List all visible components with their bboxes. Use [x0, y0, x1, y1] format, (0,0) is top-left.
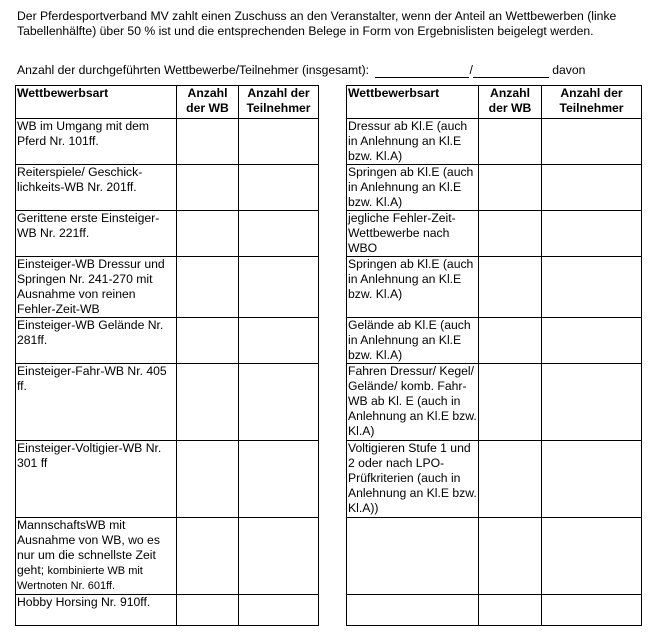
- right-table: [346, 85, 642, 626]
- count-wb-cell[interactable]: [479, 211, 542, 257]
- table-row-label: Springen ab Kl.E (auch in Anlehnung an Kl.E bzw. Kl.A): [347, 257, 479, 318]
- total-competitions-field[interactable]: [375, 66, 469, 78]
- header-type: Wettbewerbsart: [347, 86, 479, 119]
- table-row-label: Einsteiger-WB Dressur und Springen Nr. 241-270 mit Ausnahme von reinen Fehler-Zeit-WB: [16, 257, 177, 318]
- count-participants-cell[interactable]: [542, 257, 642, 318]
- count-participants-cell[interactable]: [239, 257, 319, 318]
- count-wb-cell[interactable]: [479, 165, 542, 211]
- header-count-participants: Anzahl der Teilnehmer: [542, 86, 642, 119]
- table-row-label: Reiterspiele/ Geschick-lichkeits-WB Nr. 201ff.: [16, 165, 177, 211]
- count-wb-cell[interactable]: [479, 257, 542, 318]
- count-wb-cell[interactable]: [177, 441, 239, 518]
- count-participants-cell[interactable]: [542, 518, 642, 595]
- count-wb-cell[interactable]: [177, 595, 239, 626]
- table-row-label: Fahren Dressur/ Kegel/ Gelände/ komb. Fahr-WB ab Kl. E (auch in Anlehnung an Kl.E bzw. Kl.A): [347, 364, 479, 441]
- table-row-label: Einsteiger-WB Gelände Nr. 281ff.: [16, 318, 177, 364]
- table-row-label: [347, 595, 479, 626]
- count-wb-cell[interactable]: [177, 165, 239, 211]
- count-participants-cell[interactable]: [239, 364, 319, 441]
- count-wb-cell[interactable]: [479, 364, 542, 441]
- count-participants-cell[interactable]: [542, 211, 642, 257]
- table-row-label: Einsteiger-Voltigier-WB Nr. 301 ff: [16, 441, 177, 518]
- count-wb-cell[interactable]: [177, 518, 239, 595]
- count-wb-cell[interactable]: [479, 119, 542, 165]
- header-count-wb: Anzahl der WB: [177, 86, 239, 119]
- table-row-label: [16, 518, 177, 595]
- count-wb-cell[interactable]: [177, 364, 239, 441]
- count-participants-cell[interactable]: [542, 318, 642, 364]
- count-participants-cell[interactable]: [542, 119, 642, 165]
- count-wb-cell[interactable]: [177, 257, 239, 318]
- total-participants-field[interactable]: [473, 66, 549, 78]
- row-label-main: MannschaftsWB mit Ausnahme von WB, wo es nur um die schnellste Zeit geht;: [17, 518, 160, 577]
- header-count-wb: Anzahl der WB: [479, 86, 542, 119]
- count-participants-cell[interactable]: [239, 318, 319, 364]
- count-participants-cell[interactable]: [542, 595, 642, 626]
- table-row-label: WB im Umgang mit dem Pferd Nr. 101ff.: [16, 119, 177, 165]
- table-row-label: [347, 518, 479, 595]
- count-participants-cell[interactable]: [239, 441, 319, 518]
- count-participants-cell[interactable]: [239, 595, 319, 626]
- count-wb-cell[interactable]: [177, 119, 239, 165]
- table-row-label: Einsteiger-Fahr-WB Nr. 405 ff.: [16, 364, 177, 441]
- count-participants-cell[interactable]: [239, 119, 319, 165]
- table-row-label: Hobby Horsing Nr. 910ff.: [16, 595, 177, 626]
- table-row-label: Dressur ab Kl.E (auch in Anlehnung an Kl.E bzw. Kl.A): [347, 119, 479, 165]
- row-label-note: kombinierte WB mit Wertnoten Nr. 601ff.: [17, 565, 143, 592]
- count-wb-cell[interactable]: [479, 441, 542, 518]
- count-wb-cell[interactable]: [479, 318, 542, 364]
- table-row-label: jegliche Fehler-Zeit-Wettbewerbe nach WBO: [347, 211, 479, 257]
- count-wb-cell[interactable]: [479, 518, 542, 595]
- count-wb-cell[interactable]: [177, 211, 239, 257]
- intro-paragraph: Der Pferdesportverband MV zahlt einen Zuschuss an den Veranstalter, wenn der Anteil an Wettbewerben (linke Tabellenhälfte) über 50 % ist und die entsprechenden Belege in Form von Ergebnislisten beigelegt werden.: [17, 9, 617, 38]
- count-participants-cell[interactable]: [542, 165, 642, 211]
- count-participants-cell[interactable]: [239, 211, 319, 257]
- table-row-label: Voltigieren Stufe 1 und 2 oder nach LPO-Prüfkriterien (auch in Anlehnung an Kl.E bzw. Kl.A)): [347, 441, 479, 518]
- count-label: Anzahl der durchgeführten Wettbewerbe/Teilnehmer (insgesamt):: [17, 63, 370, 77]
- count-line: [17, 63, 585, 78]
- header-type: Wettbewerbsart: [16, 86, 177, 119]
- table-row-label: Gelände ab Kl.E (auch in Anlehnung an Kl.E bzw. Kl.A): [347, 318, 479, 364]
- left-table: [15, 85, 319, 626]
- count-wb-cell[interactable]: [177, 318, 239, 364]
- table-row-label: Gerittene erste Einsteiger-WB Nr. 221ff.: [16, 211, 177, 257]
- count-participants-cell[interactable]: [239, 518, 319, 595]
- count-suffix: davon: [552, 63, 586, 77]
- count-participants-cell[interactable]: [239, 165, 319, 211]
- count-wb-cell[interactable]: [479, 595, 542, 626]
- header-count-participants: Anzahl der Teilnehmer: [239, 86, 319, 119]
- table-row-label: Springen ab Kl.E (auch in Anlehnung an Kl.E bzw. Kl.A): [347, 165, 479, 211]
- count-slash: /: [469, 63, 473, 77]
- count-participants-cell[interactable]: [542, 364, 642, 441]
- count-participants-cell[interactable]: [542, 441, 642, 518]
